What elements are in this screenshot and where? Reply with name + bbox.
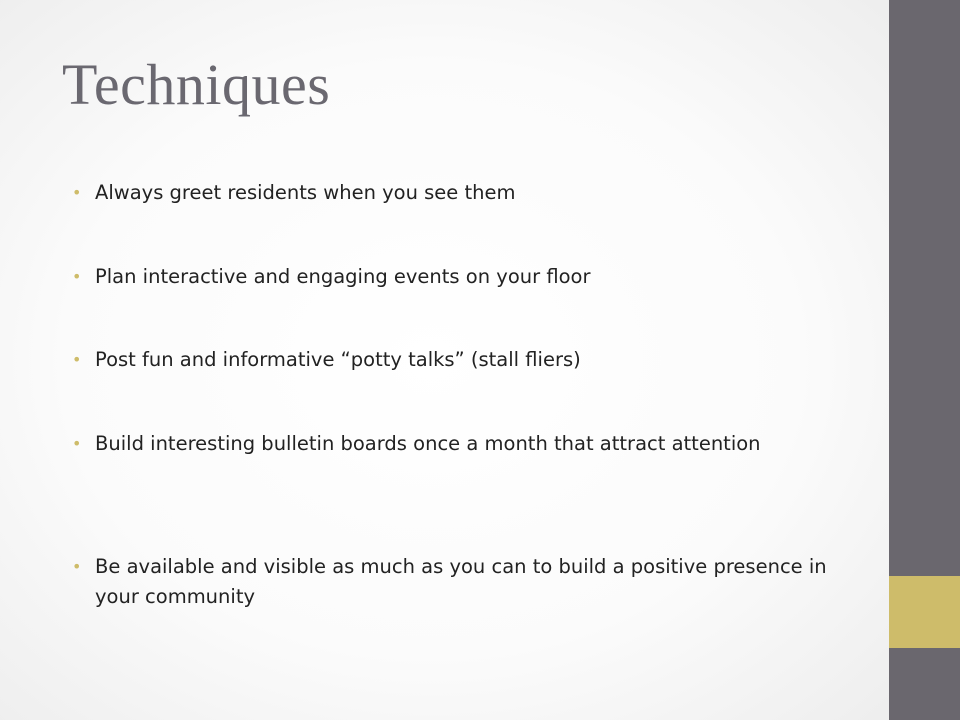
bullet-text: Plan interactive and engaging events on your floor xyxy=(95,265,591,288)
bullet-item xyxy=(72,262,862,292)
bullet-text: Be available and visible as much as you can to build a positive presence in your community xyxy=(95,555,827,608)
slide-title: Techniques xyxy=(62,52,331,117)
bullet-item xyxy=(72,429,862,459)
bullet-dot-icon: • xyxy=(72,267,82,286)
bullet-dot-icon: • xyxy=(72,350,82,369)
bullet-text: Build interesting bulletin boards once a month that attract attention xyxy=(95,432,761,455)
bullet-dot-icon: • xyxy=(72,434,82,453)
bullet-item xyxy=(72,345,862,375)
bullet-text: Always greet residents when you see them xyxy=(95,181,516,204)
bullet-item xyxy=(72,178,862,208)
bullet-item xyxy=(72,552,862,612)
side-accent-decoration xyxy=(889,576,960,648)
bullet-dot-icon: • xyxy=(72,557,82,576)
bullet-text: Post fun and informative “potty talks” (stall fliers) xyxy=(95,348,581,371)
bullet-dot-icon: • xyxy=(72,183,82,202)
